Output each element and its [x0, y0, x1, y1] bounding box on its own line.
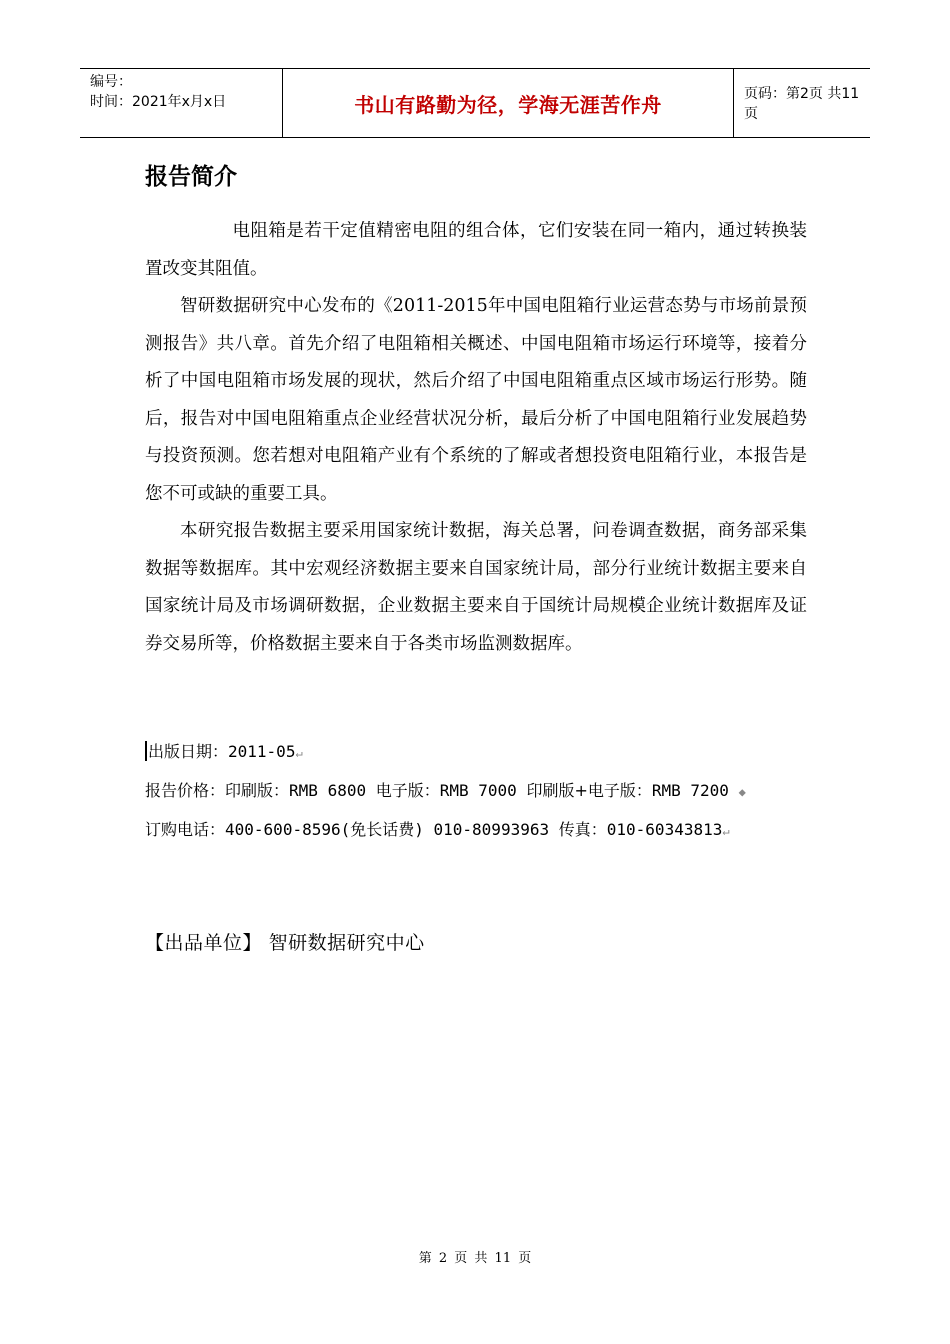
- order-info: [145, 733, 746, 850]
- price-electronic-label: 电子版：: [375, 781, 440, 800]
- bullet-mark-icon: ◆: [738, 785, 746, 799]
- price-both-label: 印刷版+电子版：: [526, 781, 652, 800]
- return-mark-icon: ↵: [722, 824, 730, 838]
- publish-date-line: [145, 733, 746, 772]
- text-cursor: [145, 741, 147, 761]
- report-title: 报告简介: [145, 164, 237, 190]
- header-motto-cell: [282, 69, 734, 137]
- header-meta: [80, 69, 282, 137]
- publish-date-value: 2011-05: [228, 742, 296, 761]
- fax-value: 010-60343813: [606, 820, 723, 839]
- header-page-info: 页码：第2页 共11页: [744, 86, 860, 122]
- page-header: [80, 68, 870, 138]
- phone-line: [145, 811, 746, 850]
- publish-date-label: 出版日期：: [148, 742, 229, 761]
- publisher-label: 【出品单位】: [145, 932, 263, 954]
- phone-label: 订购电话：: [145, 820, 226, 839]
- report-body: [145, 213, 807, 663]
- document-date: 时间：2021年x月x日: [90, 94, 227, 110]
- price-line: [145, 772, 746, 811]
- return-mark-icon: ↵: [295, 746, 303, 760]
- price-both-value: RMB 7200: [651, 781, 739, 800]
- price-print-label: 印刷版：: [225, 781, 290, 800]
- paragraph-sources: 本研究报告数据主要采用国家统计数据，海关总署，问卷调查数据，商务部采集数据等数据库。其中宏观经济数据主要来自国家统计局，部分行业统计数据主要来自国家统计局及市场调研数据，企业数据主要来自于国统计局规模企业统计数据库及证券交易所等，价格数据主要来自于各类市场监测数据库。: [145, 521, 807, 654]
- paragraph-intro: 电阻箱是若干定值精密电阻的组合体，它们安装在同一箱内，通过转换装置改变其阻值。: [145, 221, 807, 279]
- price-print-value: RMB 6800: [289, 781, 376, 800]
- phone-value: 400-600-8596(免长话费) 010-80993963: [225, 820, 559, 839]
- price-label: 报告价格：: [145, 781, 226, 800]
- document-number-label: 编号：: [90, 74, 132, 90]
- price-electronic-value: RMB 7000: [439, 781, 527, 800]
- publisher-line: [145, 928, 425, 955]
- publisher-name: 智研数据研究中心: [268, 932, 425, 954]
- paragraph-summary: 智研数据研究中心发布的《2011-2015年中国电阻箱行业运营态势与市场前景预测报告》共八章。首先介绍了电阻箱相关概述、中国电阻箱市场运行环境等，接着分析了中国电阻箱市场发展的现状，然后介绍了中国电阻箱重点区域市场运行形势。随后，报告对中国电阻箱重点企业经营状况分析，最后分析了中国电阻箱行业发展趋势与投资预测。您若想对电阻箱产业有个系统的了解或者想投资电阻箱行业，本报告是您不可或缺的重要工具。: [145, 296, 807, 504]
- fax-label: 传真：: [558, 820, 607, 839]
- page-footer: 第 2 页 共 11 页: [418, 1251, 532, 1266]
- header-motto: 书山有路勤为径，学海无涯苦作舟: [354, 92, 662, 117]
